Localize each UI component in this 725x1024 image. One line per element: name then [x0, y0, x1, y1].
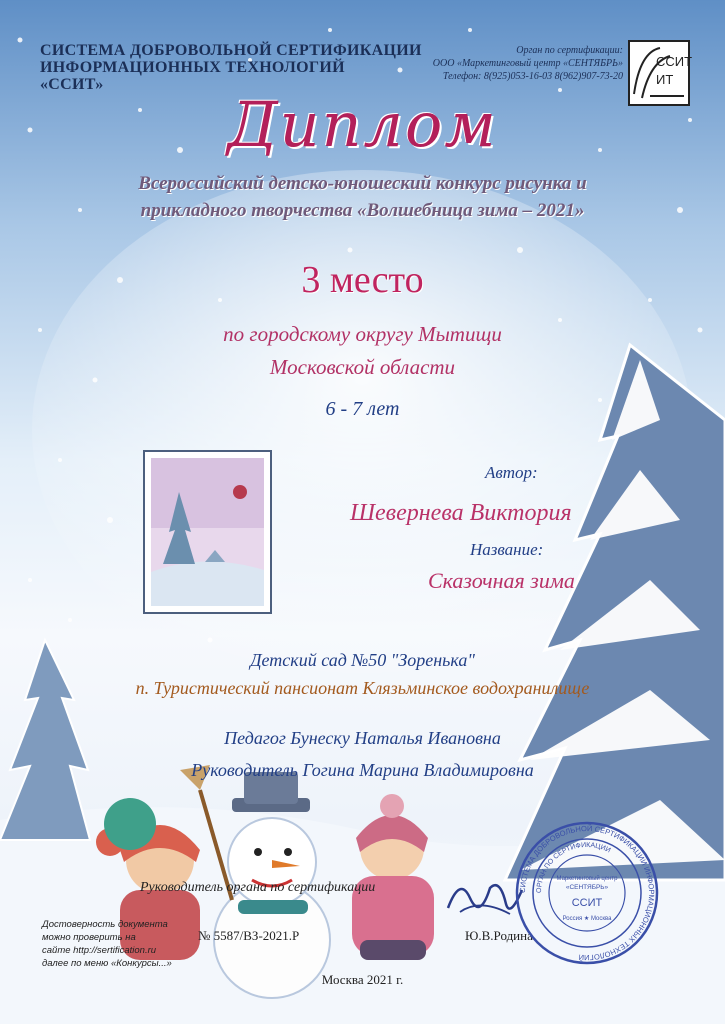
org-header: [40, 42, 422, 93]
work-title-label: Название:: [470, 540, 544, 559]
stamp-logo-text: ССИТ: [571, 897, 603, 909]
signer-name: Ю.В.Родина: [465, 928, 533, 943]
stamp-bottom-text: Россия ★ Москва: [562, 916, 612, 922]
kindergarten: Детский сад №50 "Зоренька": [250, 650, 475, 670]
work-title: Сказочная зима: [428, 568, 575, 593]
diploma-number: № 5587/ВЗ-2021.Р: [198, 928, 300, 943]
signature-role: Руководитель органа по сертификации: [140, 880, 376, 895]
contest-name: [60, 170, 665, 224]
age-group: 6 - 7 лет: [325, 398, 400, 420]
official-stamp: [512, 818, 662, 968]
teacher: Педагог Бунеску Наталья Ивановна: [224, 728, 501, 748]
artwork-image: [145, 452, 270, 612]
org-line-3: «ССИТ»: [40, 76, 104, 93]
cert-body-line-3: Телефон: 8(925)053-16-03 8(962)907-73-20: [442, 71, 623, 82]
contest-line-2: прикладного творчества «Волшебница зима – 2021»: [140, 200, 585, 221]
award-region: [0, 318, 725, 384]
verify-line-2: можно проверить на: [42, 932, 136, 943]
verification-note: [42, 918, 172, 970]
region-line-2: Московской области: [269, 355, 456, 379]
cert-body-line-1: Орган по сертификации:: [516, 45, 623, 56]
verify-line-4: далее по меню «Конкурсы...»: [42, 958, 172, 969]
settlement: п. Туристический пансионат Клязьминское водохранилище: [135, 678, 590, 698]
contest-line-1: Всероссийский детско-юношеский конкурс рисунка и: [138, 173, 587, 194]
stamp-inner-text: ОРГАН ПО СЕРТИФИКАЦИИ: [535, 841, 612, 894]
logo-top-text: ССИТ: [656, 54, 693, 69]
city-year: Москва 2021 г.: [321, 972, 404, 987]
region-line-1: по городскому округу Мытищи: [223, 322, 502, 346]
cert-body-info: [433, 44, 623, 83]
award-place: 3 место: [301, 259, 424, 301]
stamp-outer-text: СИСТЕМА ДОБРОВОЛЬНОЙ СЕРТИФИКАЦИИ ИНФОРМАЦИОННЫХ ТЕХНОЛОГИЙ: [517, 823, 657, 963]
stamp-center-mid: «СЕНТЯБРЬ»: [565, 884, 609, 891]
verify-line-3: сайте http://sertification.ru: [42, 945, 157, 956]
director: Руководитель Гогина Марина Владимировна: [191, 760, 534, 780]
artwork-thumbnail: [143, 450, 272, 614]
logo-bottom-text: ИТ: [656, 72, 674, 87]
cert-body-line-2: ООО «Маркетинговый центр «СЕНТЯБРЬ»: [432, 58, 623, 69]
author-label: Автор:: [485, 463, 538, 482]
stamp-center-top: Маркетинговый центр: [556, 876, 618, 882]
verify-line-1: Достоверность документа: [42, 919, 168, 930]
org-line-2: ИНФОРМАЦИОННЫХ ТЕХНОЛОГИЙ: [40, 59, 345, 76]
diploma-title: Диплом: [227, 88, 498, 161]
org-line-1: СИСТЕМА ДОБРОВОЛЬНОЙ СЕРТИФИКАЦИИ: [40, 42, 422, 59]
author-name: Шевернева Виктория: [350, 500, 572, 526]
